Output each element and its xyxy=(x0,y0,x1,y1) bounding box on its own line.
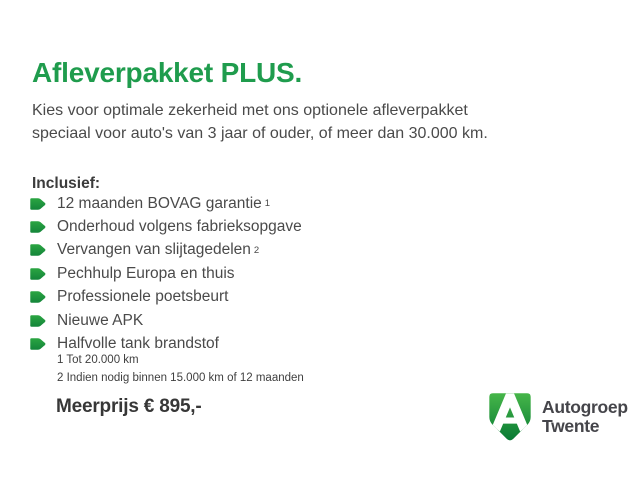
intro-line: Kies voor optimale zekerheid met ons optionele afleverpakket xyxy=(32,102,468,119)
list-item xyxy=(30,239,305,262)
list-item-label: Halfvolle tank brandstof xyxy=(57,335,219,353)
logo-name-line2: Twente xyxy=(542,416,600,436)
page-title: Afleverpakket PLUS. xyxy=(32,57,303,88)
included-items-list xyxy=(30,192,305,356)
price-label: Meerprijs € 895,- xyxy=(56,396,202,417)
list-item-label: Vervangen van slijtagedelen xyxy=(57,241,251,259)
included-heading: Inclusief: xyxy=(32,175,101,192)
bullet-shield-icon xyxy=(30,338,46,350)
intro-text xyxy=(32,100,552,145)
list-item-label: Nieuwe APK xyxy=(57,311,144,329)
list-item xyxy=(30,286,305,309)
autogroep-shield-logo-icon xyxy=(488,392,532,442)
footnote-line: 2 Indien nodig binnen 15.000 km of 12 maanden xyxy=(57,371,304,384)
list-item-label: 12 maanden BOVAG garantie xyxy=(57,194,262,212)
intro-line: speciaal voor auto's van 3 jaar of ouder, of meer dan 30.000 km. xyxy=(32,124,488,142)
bullet-shield-icon xyxy=(30,268,46,280)
bullet-shield-icon xyxy=(30,315,46,327)
bullet-shield-icon xyxy=(30,221,46,233)
list-item xyxy=(30,192,305,215)
list-item xyxy=(30,309,305,332)
footnote-marker: 1 xyxy=(264,198,271,210)
autogroep-twente-logo xyxy=(488,392,628,442)
footnote-line: 1 Tot 20.000 km xyxy=(57,354,139,366)
list-item xyxy=(30,262,305,285)
footnotes xyxy=(57,352,304,387)
list-item-label: Onderhoud volgens fabrieksopgave xyxy=(57,218,302,236)
bullet-shield-icon xyxy=(30,291,46,303)
footnote-marker: 2 xyxy=(253,244,260,256)
list-item-label: Pechhulp Europa en thuis xyxy=(57,264,235,282)
bullet-shield-icon xyxy=(30,198,46,210)
list-item-label: Professionele poetsbeurt xyxy=(57,288,229,306)
logo-name-line1: Autogroep xyxy=(542,397,628,417)
bullet-shield-icon xyxy=(30,244,46,256)
list-item xyxy=(30,215,305,238)
logo-wordmark xyxy=(542,398,628,436)
